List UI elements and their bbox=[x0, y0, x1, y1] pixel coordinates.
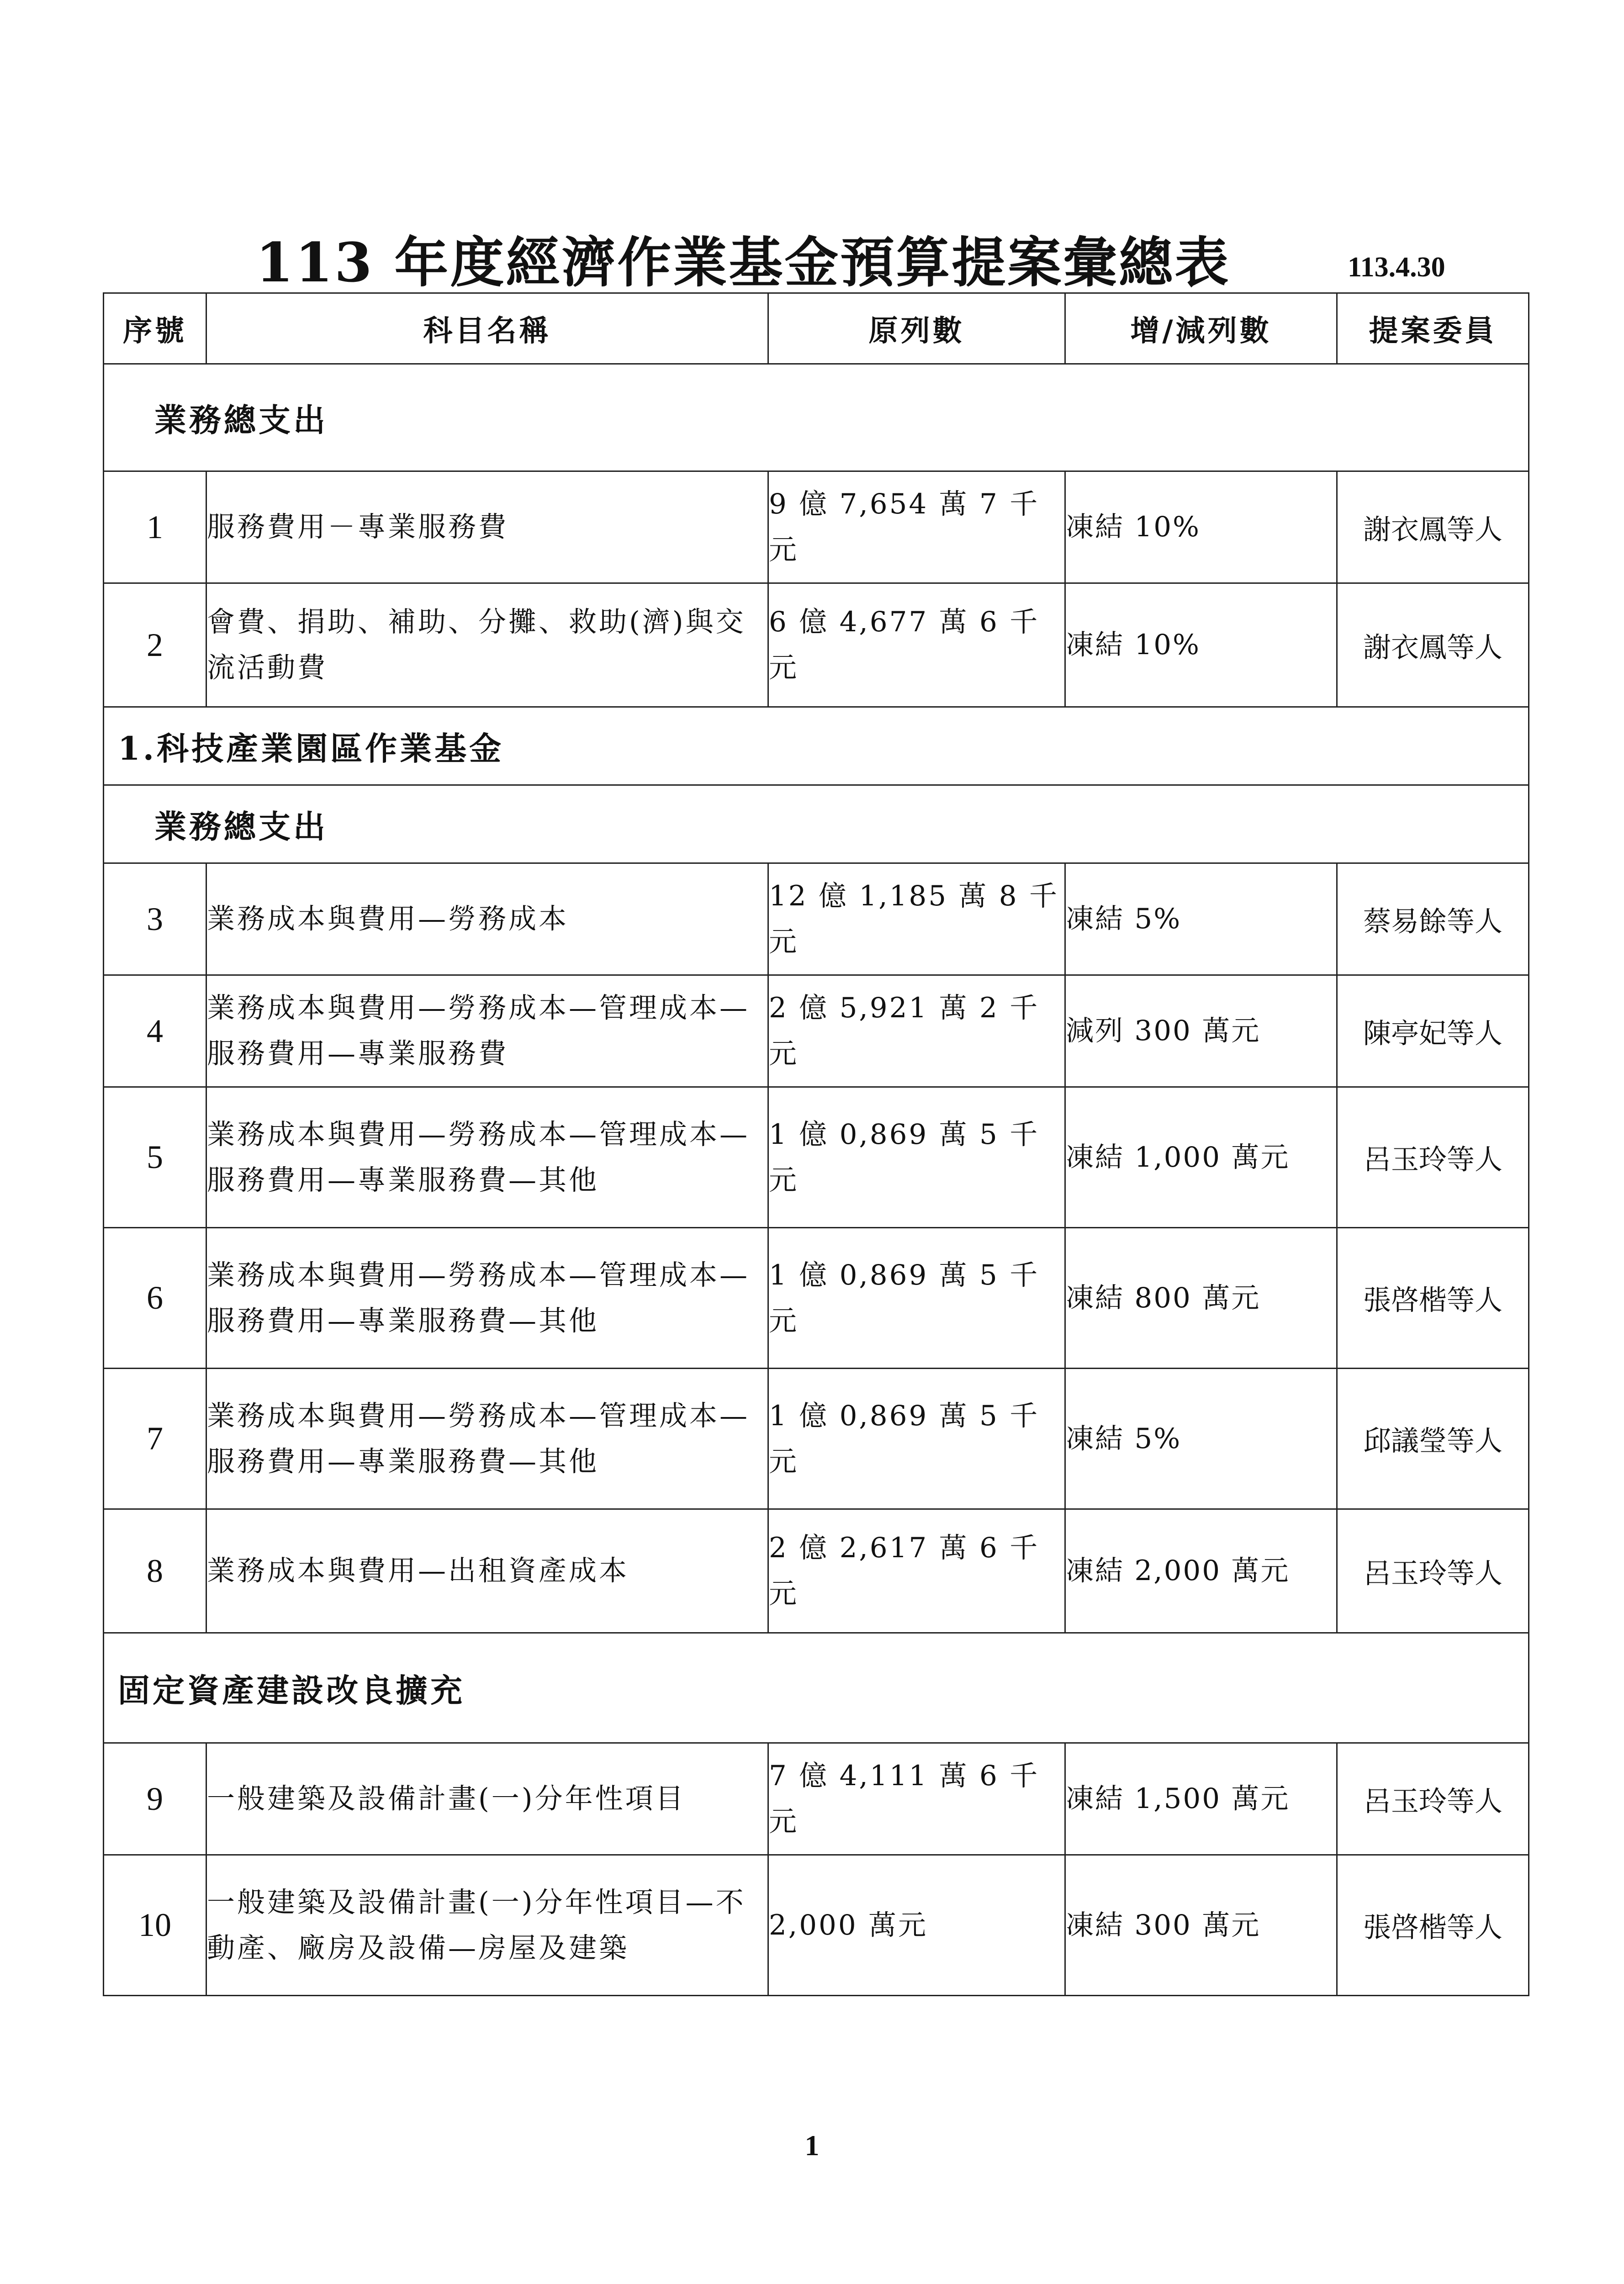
table-row bbox=[104, 1369, 1529, 1509]
table-row bbox=[104, 1087, 1529, 1228]
row-number: 3 bbox=[104, 863, 206, 975]
item-name: 業務成本與費用—勞務成本—管理成本—服務費用—專業服務費—其他 bbox=[206, 1369, 768, 1509]
original-amount: 1 億 0,869 萬 5 千元 bbox=[768, 1228, 1065, 1369]
proposer: 謝衣鳳等人 bbox=[1337, 471, 1529, 583]
table-row bbox=[104, 583, 1529, 707]
item-name: 業務成本與費用—勞務成本—管理成本—服務費用—專業服務費—其他 bbox=[206, 1087, 768, 1228]
header-item-name: 科目名稱 bbox=[206, 293, 768, 364]
item-name: 服務費用－專業服務費 bbox=[206, 471, 768, 583]
row-number: 2 bbox=[104, 583, 206, 707]
section-row bbox=[104, 785, 1529, 863]
adjustment: 凍結 5% bbox=[1065, 1369, 1337, 1509]
row-number: 7 bbox=[104, 1369, 206, 1509]
proposer: 呂玉玲等人 bbox=[1337, 1743, 1529, 1855]
proposer: 邱議瑩等人 bbox=[1337, 1369, 1529, 1509]
row-number: 9 bbox=[104, 1743, 206, 1855]
section-row bbox=[104, 364, 1529, 471]
proposer: 謝衣鳳等人 bbox=[1337, 583, 1529, 707]
adjustment: 凍結 10% bbox=[1065, 471, 1337, 583]
item-name: 業務成本與費用—出租資產成本 bbox=[206, 1509, 768, 1633]
budget-proposal-table bbox=[103, 292, 1529, 1996]
row-number: 4 bbox=[104, 975, 206, 1087]
page-number: 1 bbox=[804, 2129, 820, 2162]
header-serial-number: 序號 bbox=[104, 293, 206, 364]
item-name: 一般建築及設備計畫(一)分年性項目—不動產、廠房及設備—房屋及建築 bbox=[206, 1855, 768, 1996]
table-header-row bbox=[104, 293, 1529, 364]
item-name: 會費、捐助、補助、分攤、救助(濟)與交流活動費 bbox=[206, 583, 768, 707]
table-row bbox=[104, 1743, 1529, 1855]
adjustment: 凍結 2,000 萬元 bbox=[1065, 1509, 1337, 1633]
table-row bbox=[104, 1509, 1529, 1633]
section-row bbox=[104, 707, 1529, 785]
row-number: 10 bbox=[104, 1855, 206, 1996]
adjustment: 減列 300 萬元 bbox=[1065, 975, 1337, 1087]
original-amount: 2 億 2,617 萬 6 千元 bbox=[768, 1509, 1065, 1633]
row-number: 5 bbox=[104, 1087, 206, 1228]
original-amount: 6 億 4,677 萬 6 千元 bbox=[768, 583, 1065, 707]
original-amount: 1 億 0,869 萬 5 千元 bbox=[768, 1369, 1065, 1509]
section-row bbox=[104, 1633, 1529, 1743]
page-title: 113 年度經濟作業基金預算提案彙總表 bbox=[256, 231, 1231, 294]
original-amount: 9 億 7,654 萬 7 千元 bbox=[768, 471, 1065, 583]
header-proposer: 提案委員 bbox=[1337, 293, 1529, 364]
table-row bbox=[104, 863, 1529, 975]
proposer: 張啓楷等人 bbox=[1337, 1855, 1529, 1996]
header-adjustment: 增/減列數 bbox=[1065, 293, 1337, 364]
section-heading: 1.科技產業園區作業基金 bbox=[104, 707, 1529, 785]
row-number: 8 bbox=[104, 1509, 206, 1633]
original-amount: 1 億 0,869 萬 5 千元 bbox=[768, 1087, 1065, 1228]
original-amount: 12 億 1,185 萬 8 千元 bbox=[768, 863, 1065, 975]
item-name: 業務成本與費用—勞務成本—管理成本—服務費用—專業服務費—其他 bbox=[206, 1228, 768, 1369]
proposer: 陳亭妃等人 bbox=[1337, 975, 1529, 1087]
row-number: 1 bbox=[104, 471, 206, 583]
original-amount: 2,000 萬元 bbox=[768, 1855, 1065, 1996]
adjustment: 凍結 5% bbox=[1065, 863, 1337, 975]
table-row bbox=[104, 1855, 1529, 1996]
proposer: 蔡易餘等人 bbox=[1337, 863, 1529, 975]
table-row bbox=[104, 975, 1529, 1087]
adjustment: 凍結 1,000 萬元 bbox=[1065, 1087, 1337, 1228]
header-original-amount: 原列數 bbox=[768, 293, 1065, 364]
adjustment: 凍結 1,500 萬元 bbox=[1065, 1743, 1337, 1855]
item-name: 業務成本與費用—勞務成本—管理成本—服務費用—專業服務費 bbox=[206, 975, 768, 1087]
item-name: 業務成本與費用—勞務成本 bbox=[206, 863, 768, 975]
section-heading: 業務總支出 bbox=[104, 785, 1529, 863]
document-date: 113.4.30 bbox=[1348, 252, 1445, 283]
adjustment: 凍結 10% bbox=[1065, 583, 1337, 707]
adjustment: 凍結 800 萬元 bbox=[1065, 1228, 1337, 1369]
original-amount: 2 億 5,921 萬 2 千元 bbox=[768, 975, 1065, 1087]
adjustment: 凍結 300 萬元 bbox=[1065, 1855, 1337, 1996]
section-heading: 業務總支出 bbox=[104, 364, 1529, 471]
original-amount: 7 億 4,111 萬 6 千元 bbox=[768, 1743, 1065, 1855]
section-heading: 固定資產建設改良擴充 bbox=[104, 1633, 1529, 1743]
proposer: 呂玉玲等人 bbox=[1337, 1509, 1529, 1633]
table-row bbox=[104, 471, 1529, 583]
proposer: 張啓楷等人 bbox=[1337, 1228, 1529, 1369]
item-name: 一般建築及設備計畫(一)分年性項目 bbox=[206, 1743, 768, 1855]
row-number: 6 bbox=[104, 1228, 206, 1369]
table-row bbox=[104, 1228, 1529, 1369]
proposer: 呂玉玲等人 bbox=[1337, 1087, 1529, 1228]
